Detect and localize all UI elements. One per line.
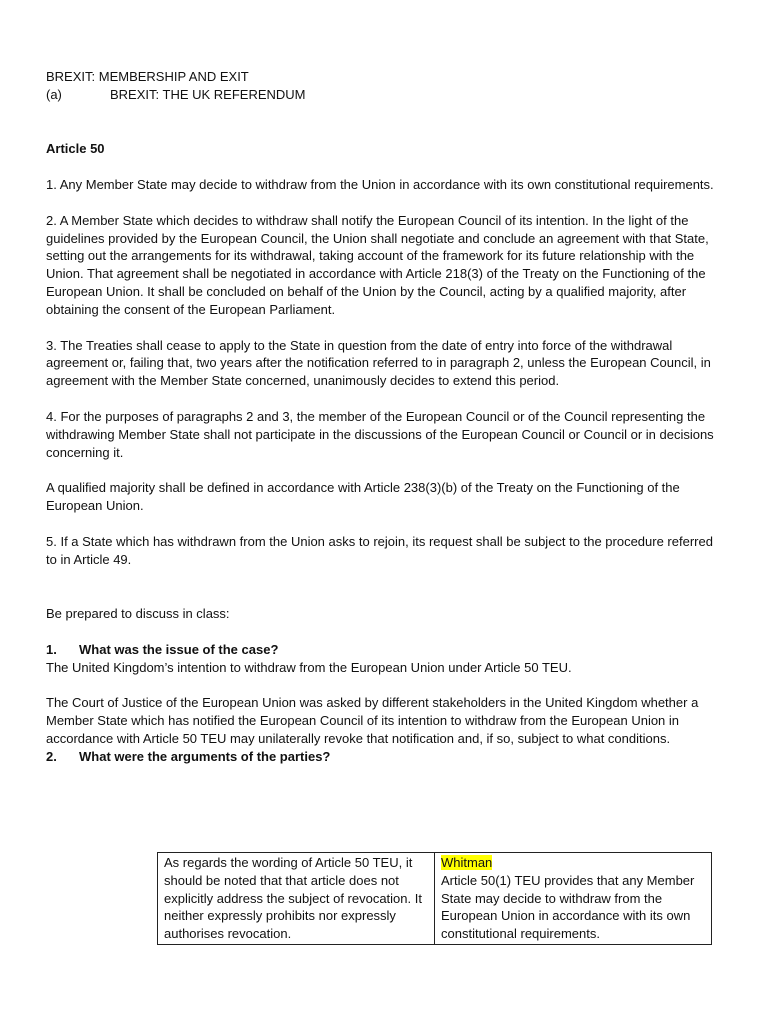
table-row <box>158 853 712 945</box>
article-heading: Article 50 <box>46 141 105 156</box>
whitman-argument-cell <box>435 853 712 945</box>
question-2-number: 2. <box>46 748 57 764</box>
whitman-argument-text: Article 50(1) TEU provides that any Member State may decide to withdraw from the European Union in accordance with its own constitutional requirements. <box>441 872 695 942</box>
question-2 <box>46 748 718 766</box>
whitman-heading: Whitman <box>441 855 493 870</box>
question-1-text: What was the issue of the case? <box>79 641 279 657</box>
article-paragraph-2: 2. A Member State which decides to withdraw shall notify the European Council of its intention. In the light of the guidelines provided by the European Council, the Union shall negotiate and conclude an agreement with that State, setting out the arrangements for its withdrawal, taking account of the framework for its future relationship with the Union. That agreement shall be negotiated in accordance with Article 218(3) of the Treaty on the Functioning of the European Union. It shall be concluded on behalf of the Union by the Council, acting by a qualified majority, after obtaining the consent of the European Parliament. <box>46 212 709 317</box>
document-body <box>46 68 718 766</box>
discussion-intro: Be prepared to discuss in class: <box>46 605 230 621</box>
document-title: BREXIT: MEMBERSHIP AND EXIT <box>46 69 249 84</box>
question-1-number: 1. <box>46 641 57 657</box>
section-title: BREXIT: THE UK REFERENDUM <box>110 87 306 102</box>
answer-1-paragraph-2: The Court of Justice of the European Union was asked by different stakeholders in the United Kingdom whether a Member State which has notified the European Council of its intention to withdraw from the European Union in accordance with Article 50 TEU may unilaterally revoke that notification and, if so, subject to what conditions. <box>46 695 699 746</box>
arguments-table <box>157 852 712 945</box>
section-heading <box>46 86 718 104</box>
court-argument-cell <box>158 853 435 945</box>
court-argument-text: As regards the wording of Article 50 TEU, it should be noted that that article does not explicitly address the subject of revocation. It neither expressly prohibits nor expressly authorises revocation. <box>164 855 422 942</box>
article-paragraph-1: 1. Any Member State may decide to withdraw from the Union in accordance with its own constitutional requirements. <box>46 177 714 192</box>
article-paragraph-3: 3. The Treaties shall cease to apply to the State in question from the date of entry into force of the withdrawal agreement or, failing that, two years after the notification referred to in paragraph 2, unless the European Council, in agreement with the Member State concerned, unanimously decides to extend this period. <box>46 337 711 389</box>
article-paragraph-5: 5. If a State which has withdrawn from the Union asks to rejoin, its request shall be subject to the procedure referred to in Article 49. <box>46 533 713 567</box>
article-paragraph-4: 4. For the purposes of paragraphs 2 and 3, the member of the European Council or of the Council representing the withdrawing Member State shall not participate in the discussions of the European Council or Council or in decisions concerning it. <box>46 408 714 460</box>
answer-1-paragraph-1: The United Kingdom’s intention to withdraw from the European Union under Article 50 TEU. <box>46 659 572 675</box>
article-qualified-majority: A qualified majority shall be defined in accordance with Article 238(3)(b) of the Treaty on the Functioning of the European Union. <box>46 480 680 514</box>
section-label: (a) <box>46 87 62 102</box>
question-1 <box>46 641 718 659</box>
question-2-text: What were the arguments of the parties? <box>79 748 331 764</box>
